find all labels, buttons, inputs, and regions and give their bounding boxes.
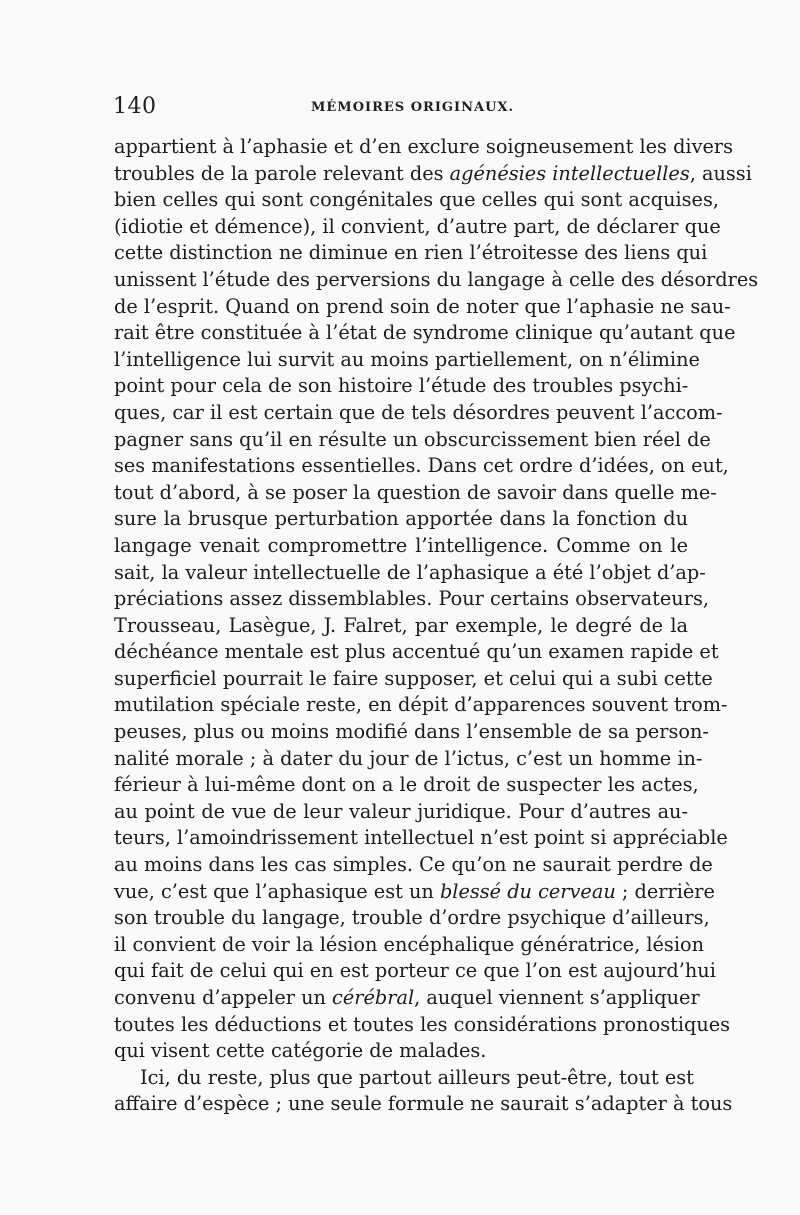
text-line xyxy=(114,161,752,188)
text-run: Ici, du reste, plus que partout ailleurs peut-être, tout est xyxy=(140,1065,694,1089)
text-run: de l’esprit. Quand on prend soin de noter que l’aphasie ne sau- xyxy=(114,294,731,318)
text-run: sait, la valeur intellectuelle de l’aphasique a été l’objet d’ap- xyxy=(114,560,706,584)
text-line xyxy=(114,1065,694,1092)
text-line xyxy=(114,480,717,507)
page-number: 140 xyxy=(113,94,157,119)
running-title: MÉMOIRES ORIGINAUX. xyxy=(311,100,515,115)
text-run: au moins dans les cas simples. Ce qu’on ne saurait perdre de xyxy=(114,853,713,877)
text-line xyxy=(114,586,709,613)
text-line xyxy=(114,985,700,1012)
text-line xyxy=(114,533,688,560)
text-run: superficiel pourrait le faire supposer, et celui qui a subi cette xyxy=(114,666,713,690)
text-run: qui fait de celui qui en est porteur ce que l’on est aujourd’hui xyxy=(114,959,716,983)
text-line xyxy=(114,320,736,347)
text-run: , aussi xyxy=(689,161,752,185)
italic-run: agénésies intellectuelles xyxy=(449,161,690,185)
text-run: pagner sans qu’il en résulte un obscurcissement bien réel de xyxy=(114,427,711,451)
text-line xyxy=(114,506,688,533)
text-run: nalité morale ; à dater du jour de l’ictus, c’est un homme in- xyxy=(114,746,703,770)
text-line xyxy=(114,134,734,161)
text-line xyxy=(114,373,688,400)
text-line xyxy=(114,453,729,480)
text-line xyxy=(114,692,728,719)
text-line xyxy=(114,932,705,959)
text-run: préciations assez dissemblables. Pour certains observateurs, xyxy=(114,587,709,611)
text-line xyxy=(114,1038,688,1065)
text-run: peuses, plus ou moins modifié dans l’ensemble de sa person- xyxy=(114,720,709,744)
text-run: ses manifestations essentielles. Dans cet ordre d’idées, on eut, xyxy=(114,454,729,478)
text-run: qui visent cette catégorie de malades. xyxy=(114,1039,487,1063)
body-text xyxy=(114,134,759,1118)
text-run: troubles de la parole relevant des xyxy=(114,161,450,185)
text-line xyxy=(114,1091,733,1118)
text-line xyxy=(114,427,711,454)
text-line xyxy=(114,240,708,267)
text-run: cette distinction ne diminue en rien l’étroitesse des liens qui xyxy=(114,241,708,265)
italic-run: cérébral xyxy=(332,986,415,1009)
text-run: (idiotie et démence), il convient, d’autre part, de déclarer que xyxy=(114,214,721,238)
text-run: tout d’abord, à se poser la question de savoir dans quelle me- xyxy=(114,480,717,504)
text-run: teurs, l’amoindrissement intellectuel n’est point si appréciable xyxy=(114,826,728,850)
text-run: ques, car il est certain que de tels désordres peuvent l’accom- xyxy=(114,400,723,424)
text-line xyxy=(114,825,728,852)
text-run: vue, c’est que l’aphasique est un xyxy=(114,879,440,903)
text-run: rait être constituée à l’état de syndrome clinique qu’autant que xyxy=(114,321,736,345)
text-line xyxy=(114,799,688,826)
text-run: sure la brusque perturbation apportée dans la fonction du xyxy=(114,507,688,531)
text-line xyxy=(114,879,715,906)
text-run: convenu d’appeler un xyxy=(114,986,333,1009)
text-line xyxy=(114,347,700,374)
text-line xyxy=(114,719,709,746)
text-run: au point de vue de leur valeur juridique. Pour d’autres au- xyxy=(114,799,688,823)
text-run: langage venait compromettre l’intelligence. Comme on le xyxy=(114,533,688,557)
text-run: mutilation spéciale reste, en dépit d’apparences souvent trom- xyxy=(114,693,728,717)
text-line xyxy=(114,746,703,773)
text-line xyxy=(114,639,719,666)
text-run: l’intelligence lui survit au moins partiellement, on n’élimine xyxy=(114,347,700,371)
text-line xyxy=(114,666,713,693)
text-run: son trouble du langage, trouble d’ordre psychique d’ailleurs, xyxy=(114,906,710,930)
text-line xyxy=(114,560,706,587)
text-line xyxy=(114,613,688,640)
text-run: appartient à l’aphasie et d’en exclure soigneusement les divers xyxy=(114,135,734,158)
text-run: déchéance mentale est plus accentué qu’un examen rapide et xyxy=(114,640,719,664)
text-line xyxy=(114,1012,731,1039)
text-run: unissent l’étude des perversions du langage à celle des désordres xyxy=(114,267,759,291)
text-run: ; derrière xyxy=(615,879,715,903)
text-line xyxy=(114,267,759,294)
italic-run: blessé du cerveau xyxy=(439,879,616,903)
text-line xyxy=(114,294,731,321)
text-run: il convient de voir la lésion encéphalique génératrice, lésion xyxy=(114,932,705,956)
text-line xyxy=(114,187,719,214)
text-line xyxy=(114,772,699,799)
text-run: point pour cela de son histoire l’étude des troubles psychi- xyxy=(114,374,689,398)
text-run: Trousseau, Lasègue, J. Falret, par exemple, le degré de la xyxy=(114,613,688,637)
text-run: , auquel viennent s’appliquer xyxy=(414,986,700,1009)
text-line xyxy=(114,214,721,241)
text-run: toutes les déductions et toutes les considérations pronostiques xyxy=(114,1012,731,1036)
text-line xyxy=(114,905,710,932)
text-run: affaire d’espèce ; une seule formule ne saurait s’adapter à tous xyxy=(114,1092,733,1116)
page-header xyxy=(113,94,687,124)
text-run: férieur à lui-même dont on a le droit de suspecter les actes, xyxy=(114,773,699,797)
text-line xyxy=(114,400,723,427)
text-line xyxy=(114,958,716,985)
text-run: bien celles qui sont congénitales que celles qui sont acquises, xyxy=(114,188,719,212)
text-line xyxy=(114,852,713,879)
